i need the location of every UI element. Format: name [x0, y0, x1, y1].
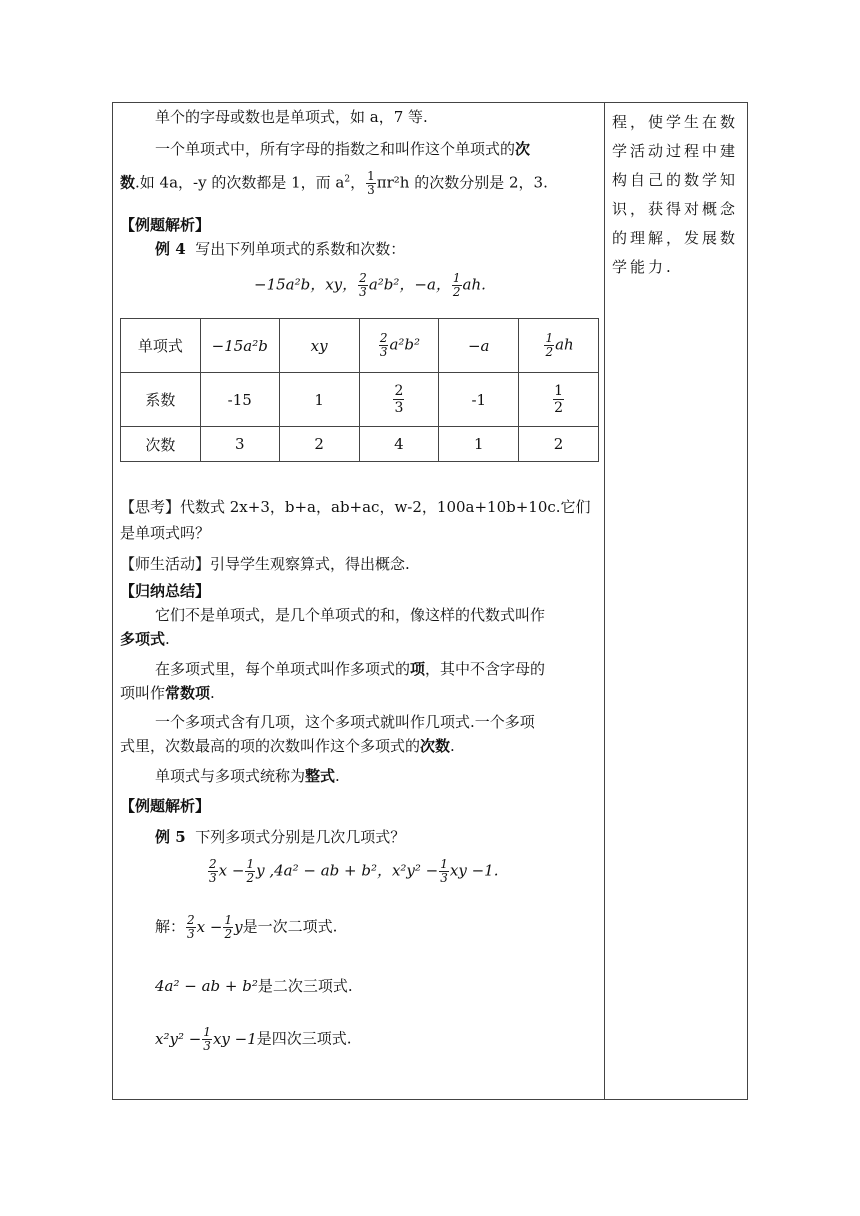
section-heading-example-2: 【例题解析】: [120, 797, 211, 815]
example-4-formula: −15a²b，xy， $\frac{2}{3}$ a²b²，−a， $\frac{1}{2}$ ah.: [254, 271, 486, 299]
paragraph-single-letter: 单个的字母或数也是单项式，如 a，7 等.: [155, 108, 428, 126]
monomial-table: [120, 318, 599, 462]
column-divider: [604, 102, 605, 1100]
teacher-activity: 【师生活动】引导学生观察算式，得出概念.: [120, 555, 410, 573]
summary-heading: 【归纳总结】: [120, 582, 211, 600]
table-cell: −15a²b: [200, 319, 279, 373]
table-cell: -1: [439, 373, 519, 427]
summary-4: 单项式与多项式统称为整式.: [155, 767, 340, 785]
table-cell: xy: [279, 319, 359, 373]
row-label: 单项式: [121, 319, 201, 373]
summary-3-line1: 一个多项式含有几项，这个多项式就叫作几项式.一个多项: [155, 713, 535, 731]
table-cell: 3: [200, 427, 279, 462]
fraction: $\frac{1}{3}$: [367, 169, 375, 197]
example-4-prompt: 例 4 写出下列单项式的系数和次数：: [155, 240, 406, 258]
fraction: $\frac{1}{2}$: [452, 271, 461, 299]
summary-3-line2: 式里，次数最高的项的次数叫作这个多项式的次数.: [120, 737, 455, 755]
table-cell: [359, 373, 439, 427]
table-cell: 2: [279, 427, 359, 462]
fraction: $\frac{1}{2}$: [554, 383, 564, 416]
fraction: $\frac{1}{3}$: [440, 857, 448, 885]
section-heading-example: 【例题解析】: [120, 216, 211, 234]
solution-1: 解： $\frac{2}{3}$ x − $\frac{1}{2}$ y是一次二项式.: [155, 913, 338, 941]
summary-1-line1: 它们不是单项式，是几个单项式的和，像这样的代数式叫作: [155, 606, 546, 624]
row-label: 次数: [121, 427, 201, 462]
paragraph-degree-line2: 数.如 4a，-y 的次数都是 1，而 $a^2$， $\frac{1}{3}$ πr²h 的次数分别是 2，3.: [120, 169, 548, 197]
table-cell: $\frac{2}{3}$ a²b²: [359, 319, 439, 373]
example-5-prompt: 例 5 下列多项式分别是几次几项式？: [155, 828, 406, 846]
table-cell: $\frac{1}{2}$ ah: [519, 319, 599, 373]
table-cell: 1: [439, 427, 519, 462]
think-line2: 是单项式吗？: [120, 524, 211, 542]
fraction: $\frac{2}{3}$: [209, 857, 217, 885]
side-note: 程，使学生在数学活动过程中建构自己的数学知识，获得对概念的理解，发展数学能力.: [612, 113, 739, 276]
table-row-coefficient: [121, 373, 599, 427]
summary-2-line2: 项叫作常数项.: [120, 684, 215, 702]
fraction: $\frac{2}{3}$: [379, 331, 388, 359]
fraction: $\frac{2}{3}$: [187, 913, 195, 941]
row-label: 系数: [121, 373, 201, 427]
summary-1-line2: 多项式.: [120, 630, 170, 648]
paragraph-degree-line1: 一个单项式中，所有字母的指数之和叫作这个单项式的次: [155, 140, 531, 158]
table-row-monomial: [121, 319, 599, 373]
fraction: $\frac{1}{2}$: [545, 331, 554, 359]
fraction: $\frac{1}{2}$: [224, 913, 233, 941]
summary-2-line1: 在多项式里，每个单项式叫作多项式的项，其中不含字母的: [155, 660, 546, 678]
table-cell: 2: [519, 427, 599, 462]
solution-2: 4a² − ab + b²是二次三项式.: [155, 977, 353, 995]
fraction: $\frac{2}{3}$: [394, 383, 404, 416]
fraction: $\frac{2}{3}$: [359, 271, 367, 299]
table-cell: [519, 373, 599, 427]
think-line1: 【思考】代数式 2x+3，b+a，ab+ac，w-2，100a+10b+10c.它们: [120, 498, 591, 516]
fraction: $\frac{1}{2}$: [246, 857, 255, 885]
solution-3: x²y² − $\frac{1}{3}$ xy −1是四次三项式.: [155, 1025, 352, 1053]
table-cell: −a: [439, 319, 519, 373]
fraction: $\frac{1}{3}$: [203, 1025, 211, 1053]
table-cell: 4: [359, 427, 439, 462]
example-5-formula: $\frac{2}{3}$ x − $\frac{1}{2}$ y ,4a² − ab + b²，x²y² − $\frac{1}{3}$ xy −1.: [209, 857, 499, 885]
table-cell: 1: [279, 373, 359, 427]
table-row-degree: [121, 427, 599, 462]
table-cell: -15: [200, 373, 279, 427]
